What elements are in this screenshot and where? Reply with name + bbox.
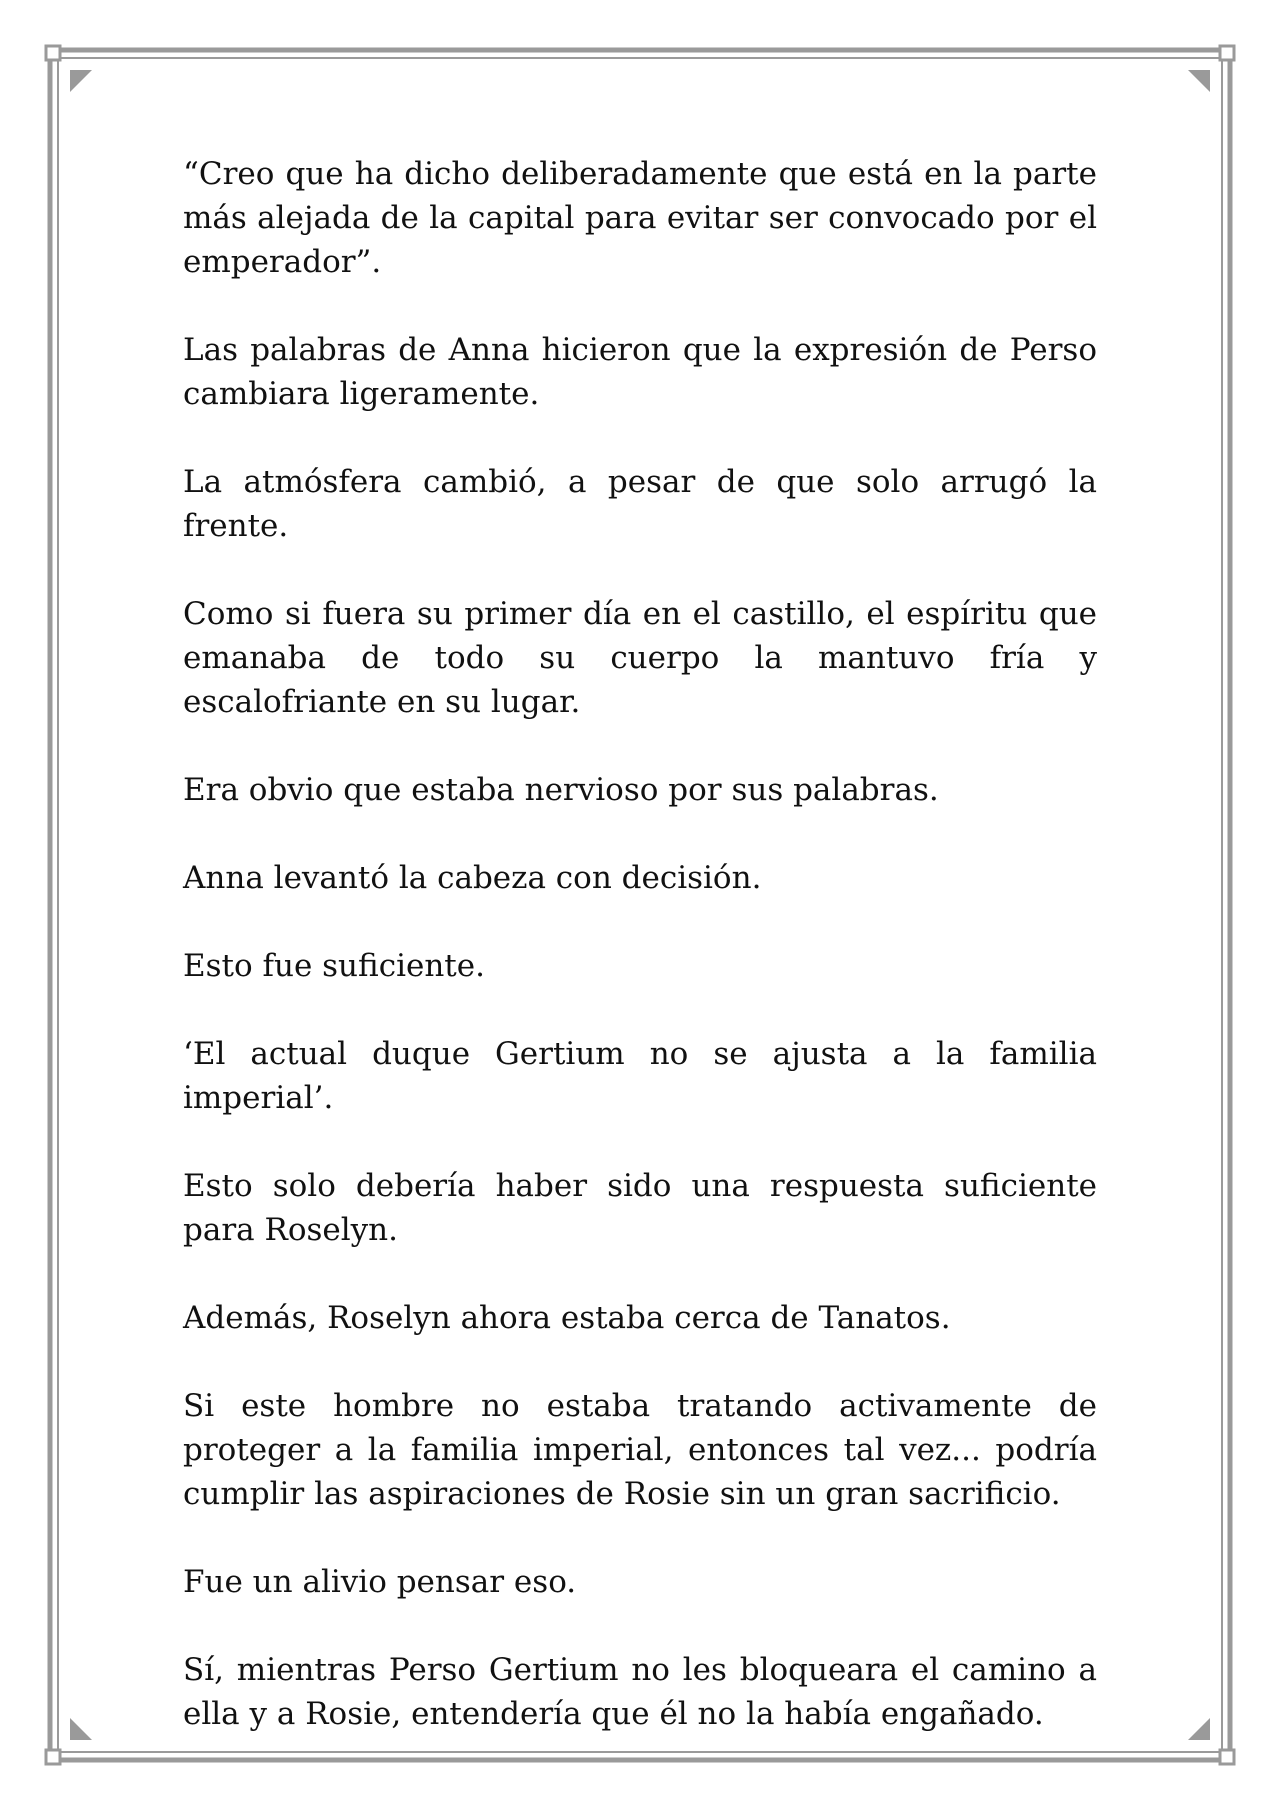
- paragraph: Fue un alivio pensar eso.: [183, 1564, 577, 1600]
- paragraph: Esto fue suficiente.: [183, 948, 485, 984]
- paragraph: Era obvio que estaba nervioso por sus palabras.: [183, 772, 939, 808]
- paragraph: Las palabras de Anna hicieron que la expresión de Perso cambiara ligeramente.: [183, 332, 1097, 412]
- corner-ornament-top-right: [1188, 46, 1234, 92]
- paragraph: Esto solo debería haber sido una respuesta suficiente para Roselyn.: [183, 1168, 1097, 1248]
- paragraph: Si este hombre no estaba tratando activamente de proteger a la familia imperial, entonces tal vez... podría cumplir las aspiraciones de Rosie sin un gran sacrificio.: [183, 1388, 1097, 1512]
- paragraph: Sí, mientras Perso Gertium no les bloqueara el camino a ella y a Rosie, entendería que él no la había engañado.: [183, 1652, 1097, 1732]
- corner-ornament-top-left: [46, 46, 92, 92]
- corner-ornament-bottom-right: [1188, 1718, 1234, 1764]
- page-body-text: [183, 152, 1097, 1736]
- paragraph: Anna levantó la cabeza con decisión.: [183, 860, 762, 896]
- paragraph: “Creo que ha dicho deliberadamente que está en la parte más alejada de la capital para evitar ser convocado por el emperador”.: [183, 156, 1097, 280]
- paragraph: Como si fuera su primer día en el castillo, el espíritu que emanaba de todo su cuerpo la mantuvo fría y escalofriante en su lugar.: [183, 596, 1097, 720]
- corner-ornament-bottom-left: [46, 1718, 92, 1764]
- paragraph: Además, Roselyn ahora estaba cerca de Tanatos.: [183, 1300, 951, 1336]
- paragraph: La atmósfera cambió, a pesar de que solo arrugó la frente.: [183, 464, 1097, 544]
- paragraph: ‘El actual duque Gertium no se ajusta a la familia imperial’.: [183, 1036, 1097, 1116]
